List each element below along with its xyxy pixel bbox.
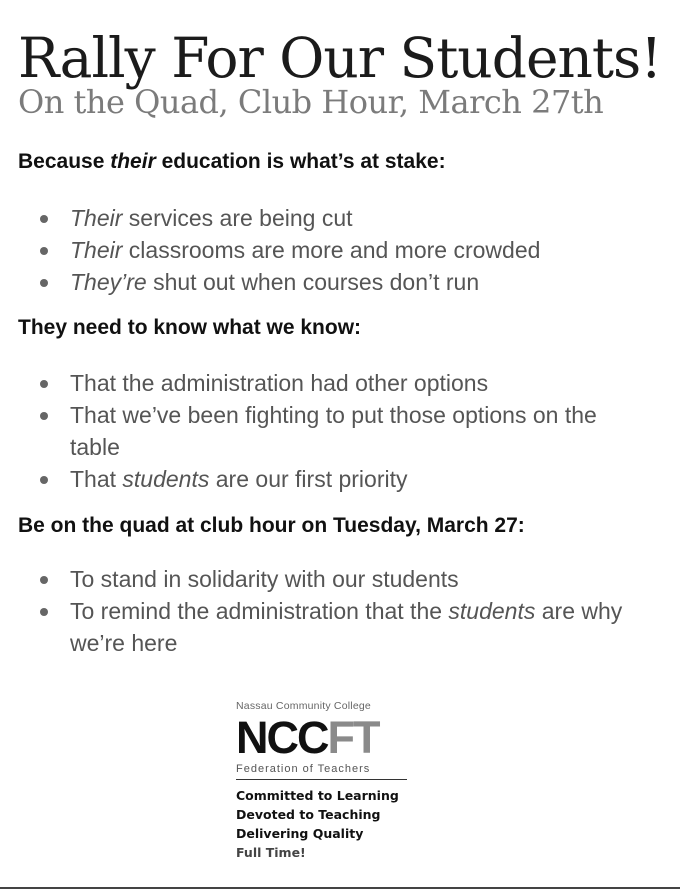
item-text: classrooms are more and more crowded	[122, 237, 541, 263]
bullet-list-rally	[34, 563, 634, 659]
tagline: Devoted to Teaching	[236, 807, 381, 822]
item-text: That the administration had other options	[70, 370, 489, 396]
item-emphasis: students	[448, 598, 536, 624]
logo-mark-ncc: NCC	[236, 712, 328, 763]
item-text: shut out when courses don’t run	[146, 269, 480, 295]
bottom-divider	[0, 887, 680, 889]
page-subtitle: On the Quad, Club Hour, March 27th	[18, 83, 604, 121]
tagline: Committed to Learning	[236, 788, 399, 803]
item-emphasis: Their	[70, 237, 123, 263]
section-heading-rally: Be on the quad at club hour on Tuesday, March 27:	[18, 514, 525, 537]
heading-text: Because	[18, 150, 111, 173]
item-text: That we’ve been fighting to put those options on the table	[70, 402, 597, 460]
item-text: are why we’re here	[70, 598, 623, 656]
item-text: are our first priority	[209, 466, 408, 492]
list-item	[34, 563, 634, 595]
bullet-list-know	[34, 367, 634, 495]
bullet-list-stakes	[34, 202, 634, 298]
heading-text: education is what’s at stake:	[155, 150, 446, 173]
logo-college-name: Nassau Community College	[236, 700, 371, 712]
list-item	[34, 202, 634, 234]
item-emphasis: They’re	[70, 269, 147, 295]
item-text: To remind the administration that the	[70, 598, 449, 624]
tagline: Full Time!	[236, 845, 306, 860]
list-item	[34, 595, 634, 659]
heading-emphasis: their	[110, 150, 156, 173]
logo-mark-ft: FT	[327, 712, 379, 763]
tagline: Delivering Quality	[236, 826, 364, 841]
section-heading-know: They need to know what we know:	[18, 316, 362, 339]
list-item	[34, 234, 634, 266]
item-text: That	[70, 466, 123, 492]
nccft-logo	[236, 700, 411, 862]
logo-federation: Federation of Teachers	[236, 762, 407, 780]
page-title: Rally For Our Students!	[18, 26, 662, 90]
item-text: services are being cut	[122, 205, 353, 231]
list-item	[34, 463, 634, 495]
item-text: To stand in solidarity with our students	[70, 566, 459, 592]
list-item	[34, 266, 634, 298]
logo-mark	[236, 714, 411, 762]
item-emphasis: students	[122, 466, 210, 492]
logo-taglines	[236, 786, 411, 862]
item-emphasis: Their	[70, 205, 123, 231]
section-heading-stakes	[18, 150, 446, 174]
list-item	[34, 367, 634, 399]
list-item	[34, 399, 634, 463]
